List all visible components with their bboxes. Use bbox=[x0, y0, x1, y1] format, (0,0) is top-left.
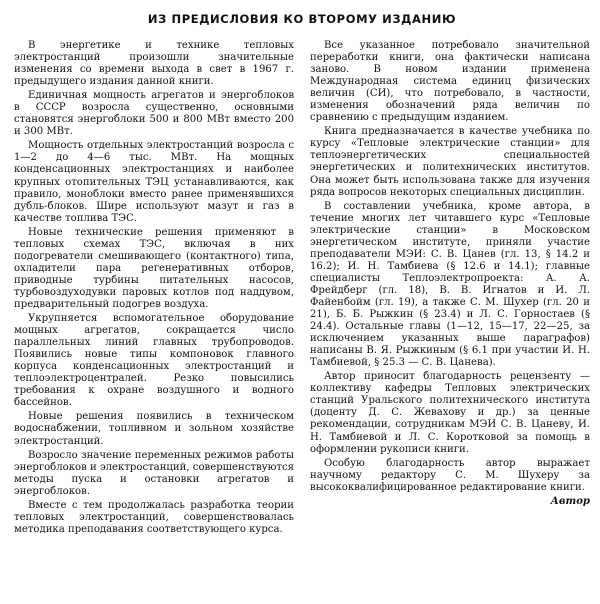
paragraph: Единичная мощность агрегатов и энергоблоков в СССР возросла существенно, основными становятся энергоблоки 500 и 800 МВт вместо 200 и 300 МВт. bbox=[14, 90, 294, 138]
paragraph: В составлении учебника, кроме автора, в течение многих лет читавшего курс «Тепловые электрические станции» в Московском энергетическом институте, приняли участие преподаватели МЭИ: С. В. Цанев (гл. 13, § 14.2 и 16.2); И. Н. Тамбиева (§ 12.6 и 14.1); главные специалисты Теплоэлектропроекта: А. А. Фрейдберг (гл. 18), В. В. Игнатов и И. Л. Файенбойм (гл. 19), а также С. М. Шухер (гл. 20 и 21), Б. Б. Рыжкин (§ 23.4) и Л. С. Горностаев (§ 24.4). Остальные главы (1—12, 15—17, 22—25, за исключением указанных выше параграфов) написаны В. Я. Рыжкиным (§ 6.1 при участии И. Н. Тамбиевой, § 25.3 — С. В. Цанева). bbox=[310, 200, 590, 369]
paragraph: Все указанное потребовало значительной переработки книги, она фактически написана заново. В новом издании применена Международная система единиц физических величин (СИ), что потребовало, в частности, изменения обозначений ряда величин по сравнению с предыдущим изданием. bbox=[310, 40, 590, 124]
paragraph: Укрупняется вспомогательное оборудование мощных агрегатов, сокращается число параллельных линий главных трубопроводов. Появились новые типы компоновок главного корпуса конденсационных электростанций и теплоэлектроцентралей. Резко повысились требования к охране воздушного и водного бассейнов. bbox=[14, 313, 294, 409]
paragraph: Книга предназначается в качестве учебника по курсу «Тепловые электрические станции» для теплоэнергетических специальностей энергетических и политехнических институтов. Она может быть использована также для изучения ряда вопросов некоторых специальных дисциплин. bbox=[310, 126, 590, 198]
paragraph: Автор приносит благодарность рецензенту — коллективу кафедры Тепловых электрических станций Уральского политехнического института (доценту Д. С. Жевахову и др.) за ценные рекомендации, сотрудникам МЭИ С. В. Цаневу, И. Н. Тамбиевой и Л. С. Коротковой за помощь в оформлении рукописи книги. bbox=[310, 371, 590, 455]
paragraph: Новые решения появились в техническом водоснабжении, топливном и зольном хозяйстве электростанций. bbox=[14, 411, 294, 447]
paragraph: Новые технические решения применяют в тепловых схемах ТЭС, включая в них подогреватели смешивающего (контактного) типа, охладители пара регенеративных отборов, приводные турбины питательных насосов, турбовоздуходувки паровых котлов под наддувом, предварительный подогрев воздуха. bbox=[14, 226, 294, 310]
signature: Автор bbox=[550, 495, 590, 507]
right-column bbox=[310, 40, 590, 538]
paragraph: Возросло значение переменных режимов работы энергоблоков и электростанций, совершенствуются методы пуска и остановки агрегатов и энергоблоков. bbox=[14, 449, 294, 497]
paragraph: В энергетике и технике тепловых электростанций произошли значительные изменения со времени выхода в свет в 1967 г. предыдущего издания данной книги. bbox=[14, 40, 294, 88]
paragraph: Особую благодарность автор выражает научному редактору С. М. Шухеру за высококвалифицированное редактирование книги. bbox=[310, 457, 590, 493]
paragraph: Мощность отдельных электростанций возросла с 1—2 до 4—6 тыс. МВт. На мощных конденсационных электростанциях и наиболее крупных отопительных ТЭЦ устанавливаются, как правило, моноблоки вместо ранее применявшихся дубль-блоков. Шире используют мазут и газ в качестве топлива ТЭС. bbox=[14, 140, 294, 224]
paragraph: Вместе с тем продолжалась разработка теории тепловых электростанций, совершенствовалась методика преподавания соответствующего курса. bbox=[14, 499, 294, 535]
left-column bbox=[14, 40, 294, 538]
page-title: ИЗ ПРЕДИСЛОВИЯ КО ВТОРОМУ ИЗДАНИЮ bbox=[147, 12, 457, 26]
text-columns bbox=[14, 40, 590, 538]
